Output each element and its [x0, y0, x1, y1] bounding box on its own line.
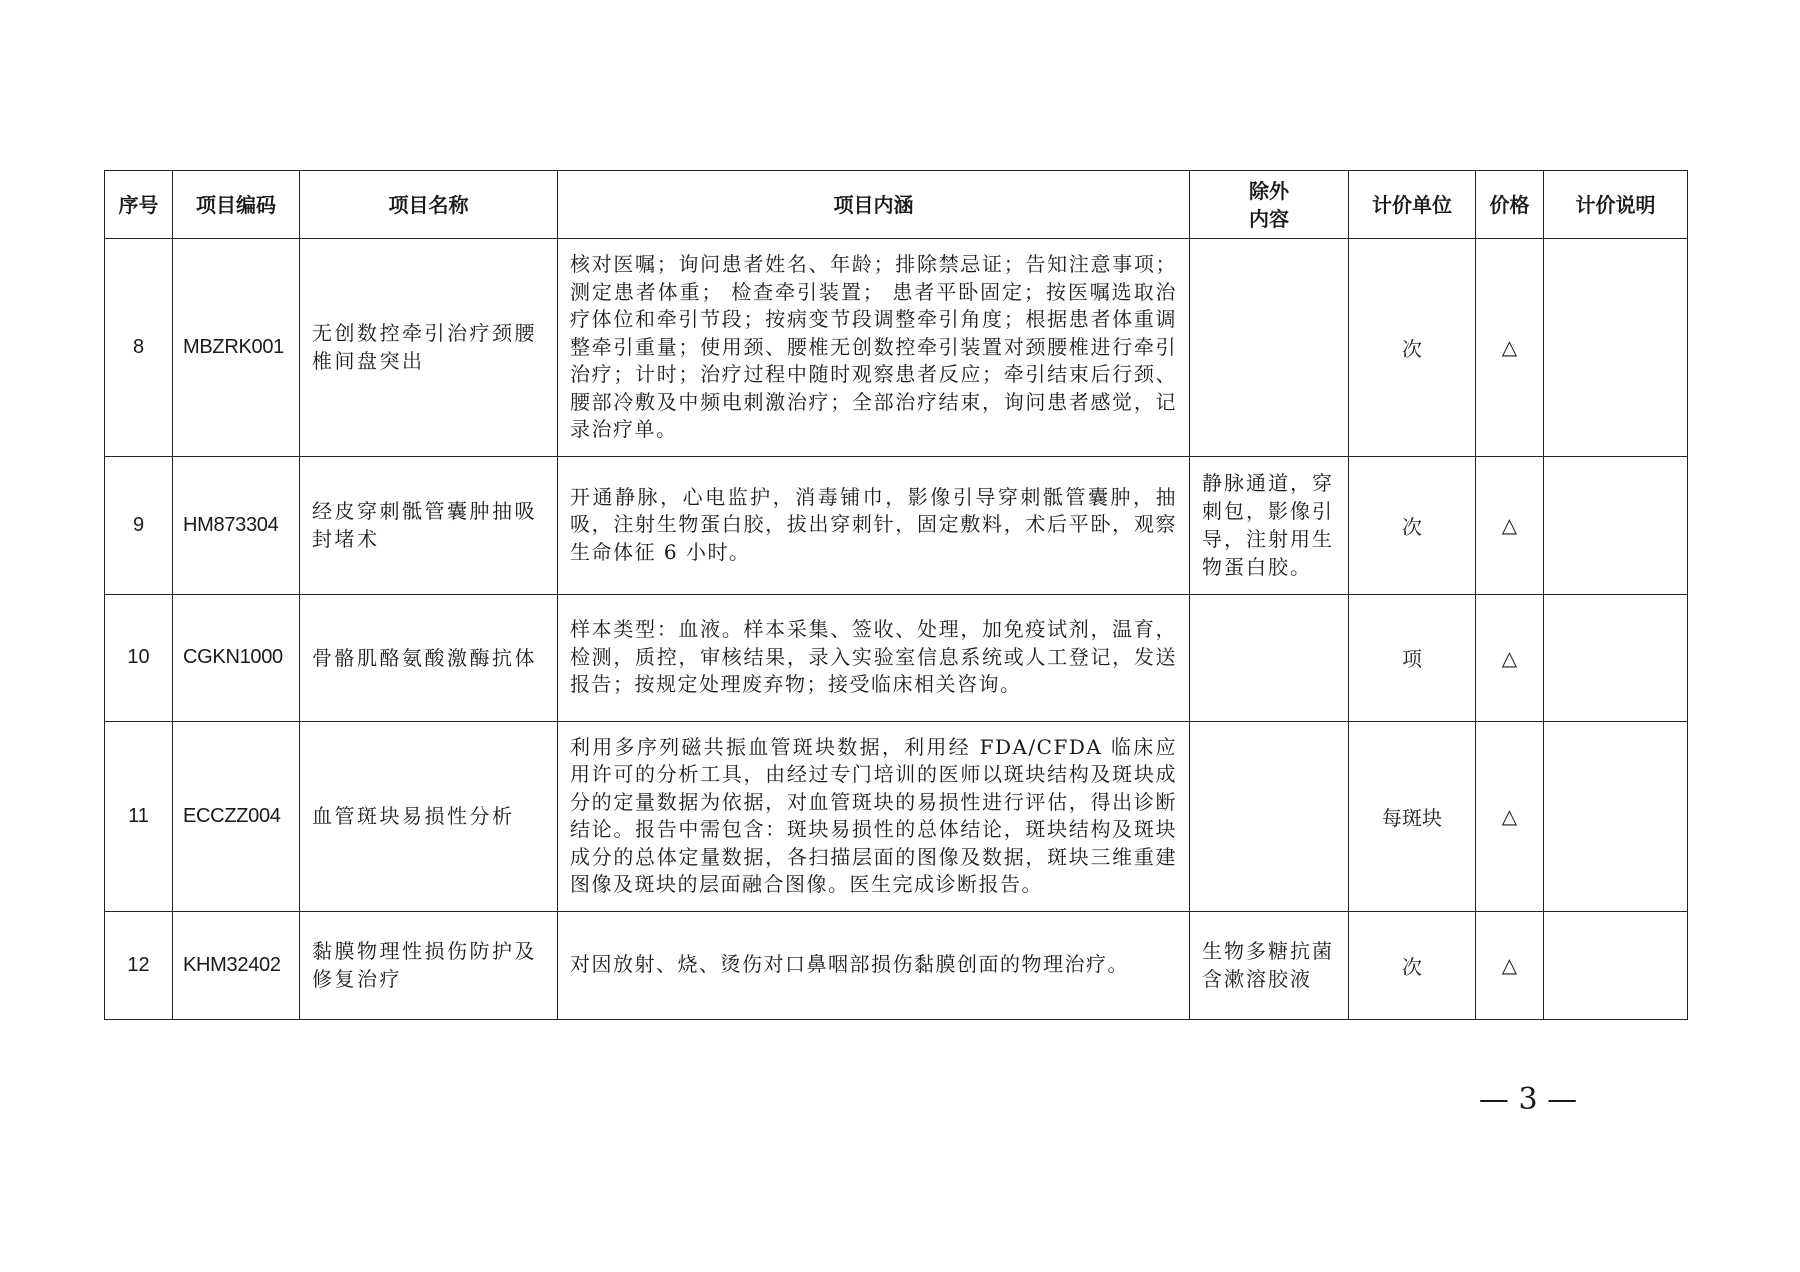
- pricing-table: [104, 170, 1688, 1020]
- cell-code: KHM32402: [173, 911, 300, 1019]
- cell-content: 样本类型：血液。样本采集、签收、处理，加免疫试剂，温育，检测，质控，审核结果，录入实验室信息系统或人工登记，发送报告；按规定处理废弃物；接受临床相关咨询。: [558, 594, 1190, 721]
- cell-exclude: 生物多糖抗菌含漱溶胶液: [1190, 911, 1349, 1019]
- header-content: 项目内涵: [558, 171, 1190, 239]
- cell-code: CGKN1000: [173, 594, 300, 721]
- header-note: 计价说明: [1544, 171, 1688, 239]
- cell-note: [1544, 721, 1688, 911]
- cell-unit: 次: [1349, 456, 1476, 594]
- cell-name: 黏膜物理性损伤防护及修复治疗: [300, 911, 558, 1019]
- cell-exclude: 静脉通道，穿刺包，影像引导，注射用生物蛋白胶。: [1190, 456, 1349, 594]
- header-name: 项目名称: [300, 171, 558, 239]
- cell-price: △: [1476, 721, 1544, 911]
- cell-content: 利用多序列磁共振血管斑块数据，利用经 FDA/CFDA 临床应用许可的分析工具，由经过专门培训的医师以斑块结构及斑块成分的定量数据为依据，对血管斑块的易损性进行评估，得出诊断结论。报告中需包含：斑块易损性的总体结论，斑块结构及斑块成分的总体定量数据，各扫描层面的图像及数据，斑块三维重建图像及斑块的层面融合图像。医生完成诊断报告。: [558, 721, 1190, 911]
- cell-content: 对因放射、烧、烫伤对口鼻咽部损伤黏膜创面的物理治疗。: [558, 911, 1190, 1019]
- header-code: 项目编码: [173, 171, 300, 239]
- cell-price: △: [1476, 239, 1544, 457]
- cell-note: [1544, 911, 1688, 1019]
- cell-unit: 每斑块: [1349, 721, 1476, 911]
- header-exclude: [1190, 171, 1349, 239]
- cell-note: [1544, 239, 1688, 457]
- table-row: [105, 239, 1688, 457]
- cell-note: [1544, 456, 1688, 594]
- cell-exclude: [1190, 239, 1349, 457]
- cell-name: 血管斑块易损性分析: [300, 721, 558, 911]
- cell-unit: 次: [1349, 239, 1476, 457]
- cell-name: 经皮穿刺骶管囊肿抽吸封堵术: [300, 456, 558, 594]
- cell-unit: 项: [1349, 594, 1476, 721]
- page-number: — 3 —: [1478, 1082, 1578, 1117]
- cell-seq: 12: [105, 911, 173, 1019]
- header-seq: 序号: [105, 171, 173, 239]
- cell-price: △: [1476, 456, 1544, 594]
- cell-note: [1544, 594, 1688, 721]
- cell-seq: 10: [105, 594, 173, 721]
- header-exclude-line1: 除外: [1249, 178, 1289, 203]
- header-unit: 计价单位: [1349, 171, 1476, 239]
- cell-name: 无创数控牵引治疗颈腰椎间盘突出: [300, 239, 558, 457]
- cell-name: 骨骼肌酪氨酸激酶抗体: [300, 594, 558, 721]
- cell-content: 开通静脉，心电监护，消毒铺巾，影像引导穿刺骶管囊肿，抽吸，注射生物蛋白胶，拔出穿刺针，固定敷料，术后平卧，观察生命体征 6 小时。: [558, 456, 1190, 594]
- cell-exclude: [1190, 594, 1349, 721]
- cell-code: HM873304: [173, 456, 300, 594]
- cell-price: △: [1476, 911, 1544, 1019]
- cell-exclude: [1190, 721, 1349, 911]
- header-price: 价格: [1476, 171, 1544, 239]
- table-row: [105, 911, 1688, 1019]
- cell-price: △: [1476, 594, 1544, 721]
- header-exclude-line2: 内容: [1249, 206, 1289, 231]
- cell-seq: 9: [105, 456, 173, 594]
- cell-unit: 次: [1349, 911, 1476, 1019]
- table-row: [105, 594, 1688, 721]
- table-row: [105, 721, 1688, 911]
- cell-content: 核对医嘱；询问患者姓名、年龄；排除禁忌证；告知注意事项；测定患者体重； 检查牵引装置； 患者平卧固定；按医嘱选取治疗体位和牵引节段；按病变节段调整牵引角度；根据患者体重调整牵引重量；使用颈、腰椎无创数控牵引装置对颈腰椎进行牵引治疗；计时；治疗过程中随时观察患者反应；牵引结束后行颈、腰部冷敷及中频电刺激治疗；全部治疗结束，询问患者感觉，记录治疗单。: [558, 239, 1190, 457]
- cell-code: MBZRK001: [173, 239, 300, 457]
- table-header-row: [105, 171, 1688, 239]
- cell-seq: 11: [105, 721, 173, 911]
- cell-code: ECCZZ004: [173, 721, 300, 911]
- table-row: [105, 456, 1688, 594]
- cell-seq: 8: [105, 239, 173, 457]
